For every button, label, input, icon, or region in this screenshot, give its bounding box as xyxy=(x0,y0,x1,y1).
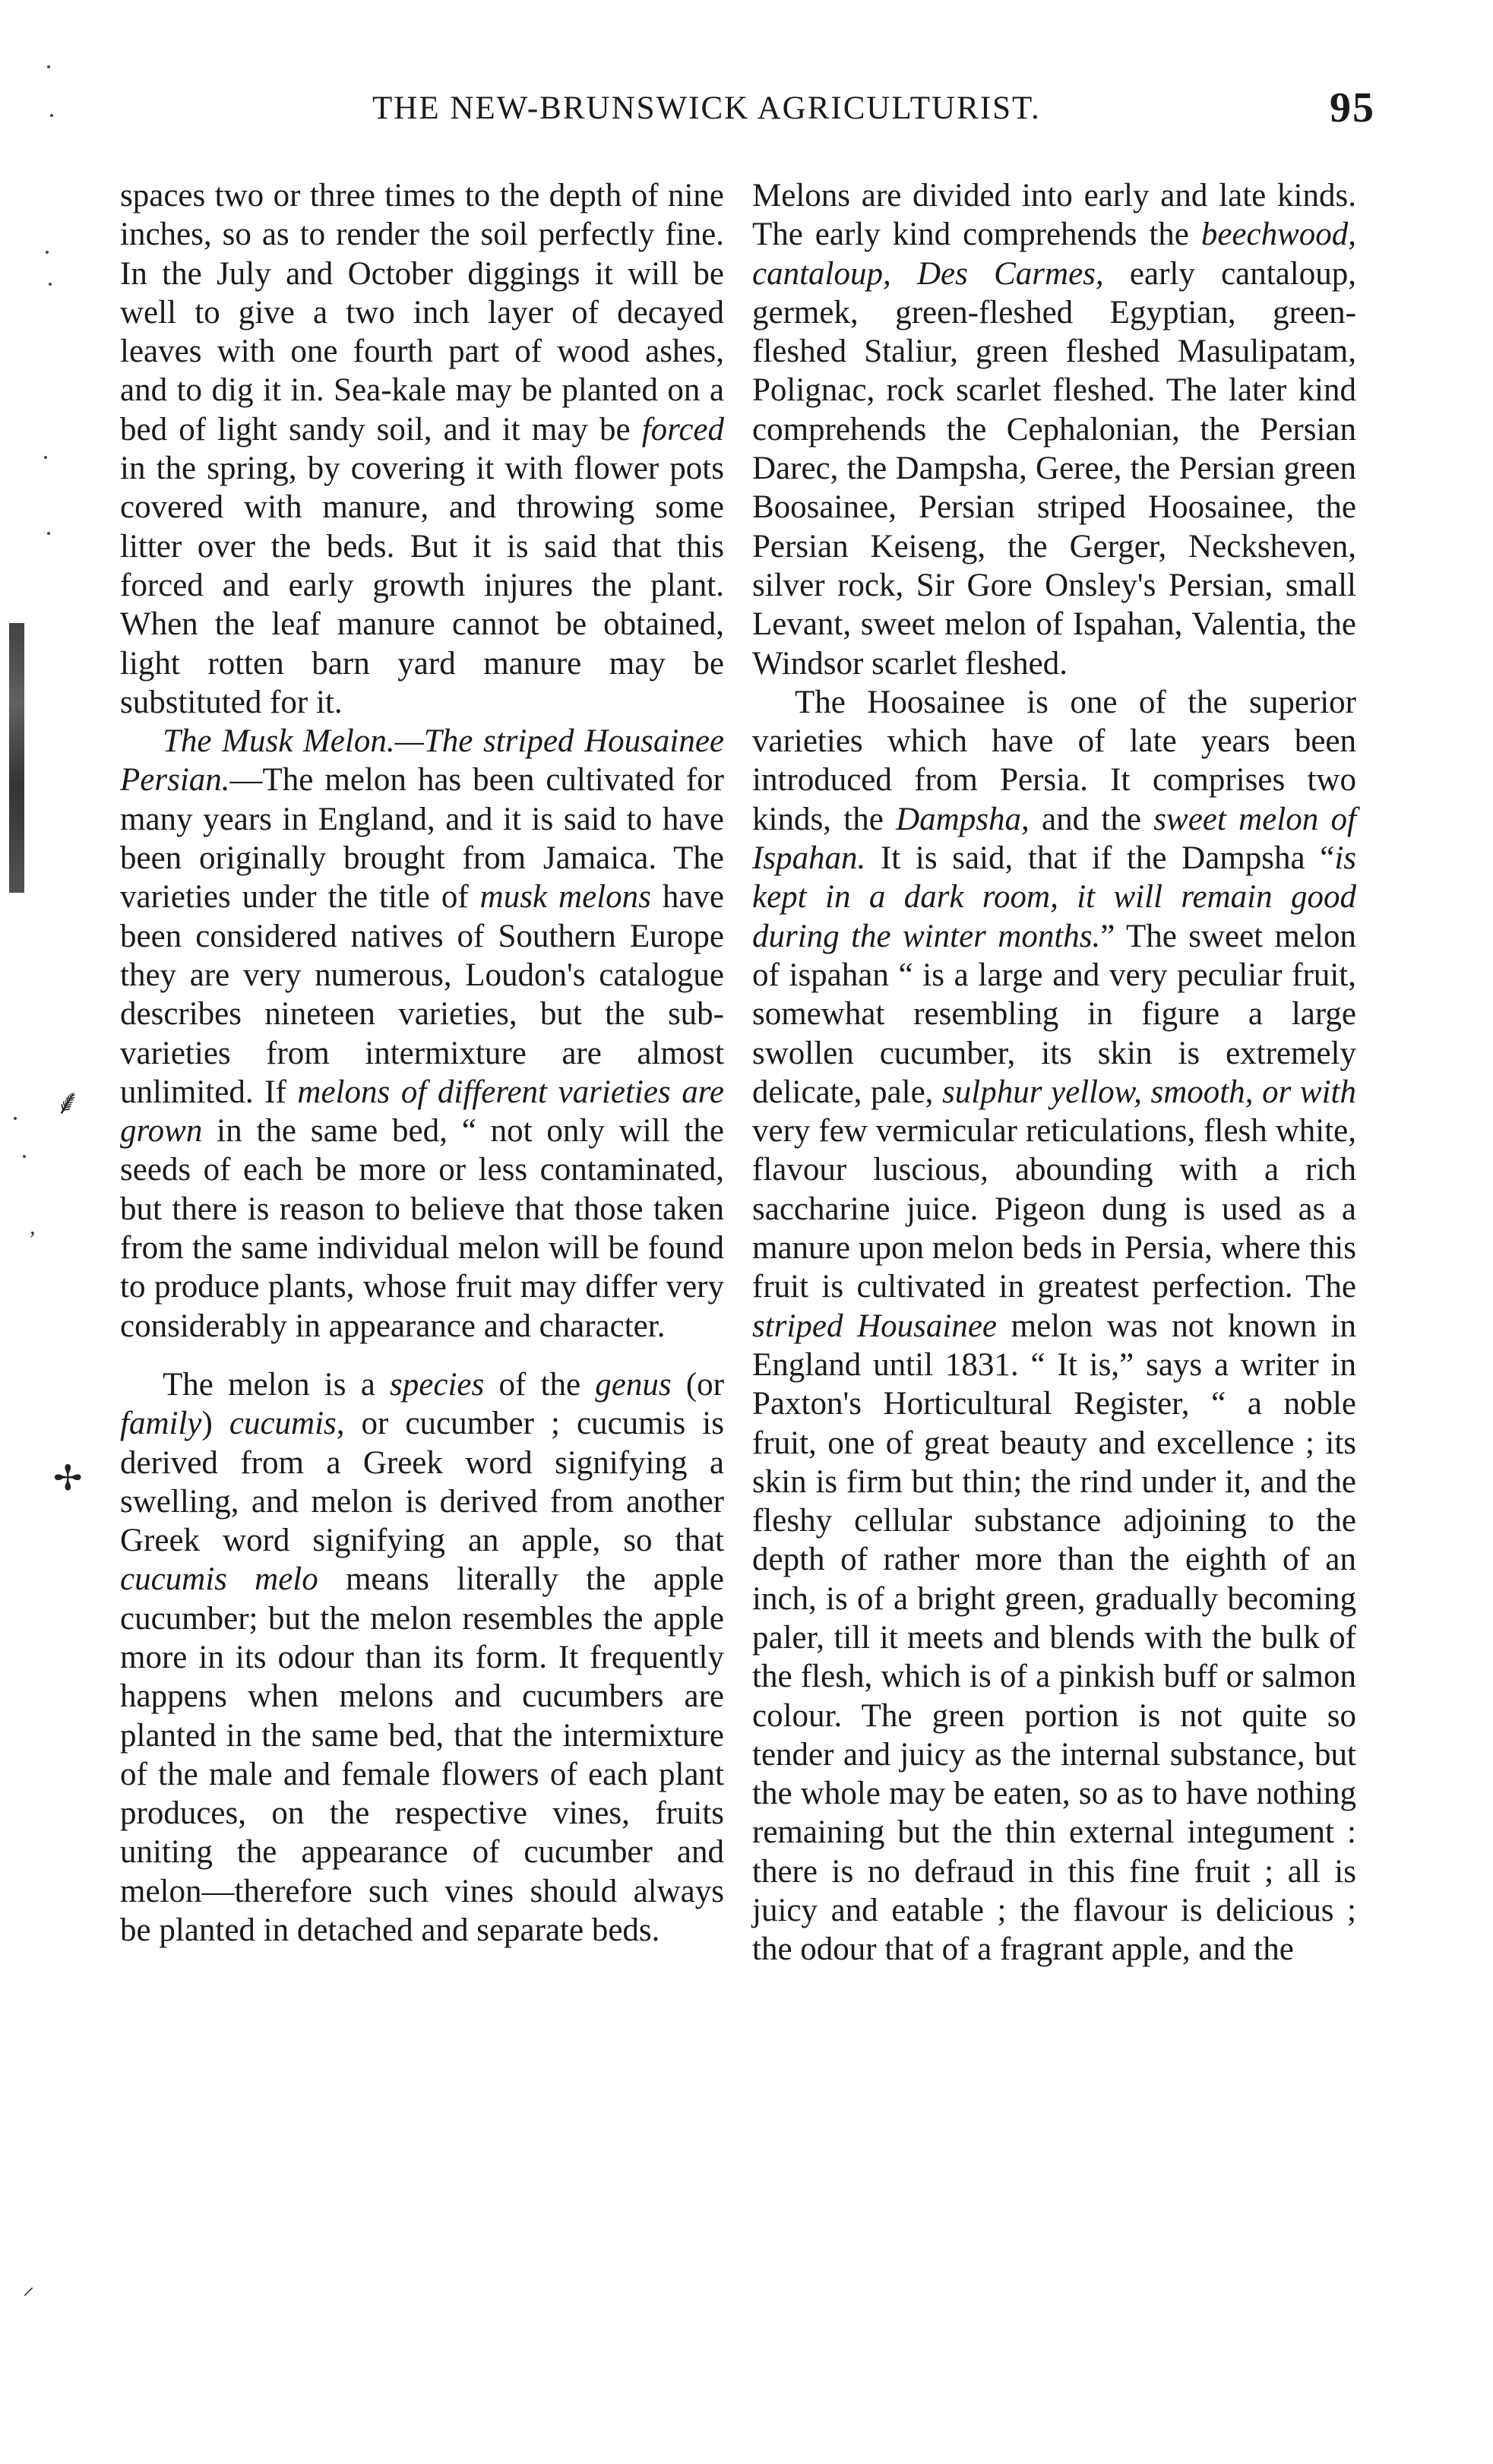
paragraph xyxy=(752,176,1356,683)
margin-mark-icon: ‚ xyxy=(29,1216,36,1239)
italic-text: Dampsha, xyxy=(896,801,1030,837)
italic-text: family xyxy=(120,1406,202,1442)
text-run: spaces two or three times to the depth of nine inches, so as to render the soil perfectly fine. In the July and October diggings it will be well to give a two inch layer of decayed leaves with one fourth part of wood ashes, and to dig it in. Sea-kale may be planted on a bed of light sandy soil, and it may be xyxy=(120,178,724,448)
margin-mark-icon: ⸙ xyxy=(55,1083,81,1121)
italic-text: sulphur yellow, smooth, or with xyxy=(942,1074,1356,1110)
margin-speck-icon xyxy=(23,1155,26,1158)
margin-mark-icon: ⸍ xyxy=(23,2284,34,2309)
italic-text: musk melons xyxy=(479,879,651,916)
section-heading: The Musk Melon.—The striped Housainee Persian. xyxy=(120,723,724,799)
text-run: The melon is a xyxy=(163,1366,391,1403)
text-run: Melons are divided into early and late kinds. The early kind comprehends the xyxy=(752,178,1356,253)
paragraph xyxy=(120,722,724,1346)
italic-text: cucumis xyxy=(229,1406,337,1442)
margin-speck-icon xyxy=(50,114,53,117)
text-run: The Hoosainee is one of the superior varieties which have of late years been introduced from Persia. It comprises two kinds, the xyxy=(752,684,1356,837)
margin-speck-icon xyxy=(46,251,49,254)
text-run: melon was not known in England until 1831. “ It is,” says a writer in Paxton's Horticultural Register, “ a noble fruit, one of great beauty and excellence ; its skin is firm but thin; the rind under it, and the fleshy cellular substance adjoining to the depth of rather more than the eighth of an inch, is of a bright green, gradually becoming paler, till it meets and blends with the bulk of the flesh, which is of a pinkish buff or salmon colour. The green portion is not quite so tender and juicy as the internal substance, but the whole may be eaten, so as to have nothing remaining but the thin external integument : there is no defraud in this fine fruit ; all is juicy and eatable ; the flavour is delicious ; the odour that of a fragrant apple, and the xyxy=(752,1308,1356,1968)
italic-text: striped Housainee xyxy=(752,1308,997,1344)
margin-speck-icon xyxy=(44,456,47,459)
text-run: of the xyxy=(484,1366,596,1403)
italic-text: forced xyxy=(641,411,724,448)
margin-speck-icon xyxy=(14,1117,17,1120)
text-run: (or xyxy=(671,1366,724,1403)
text-run: , or cucumber ; cucumis is derived from a Greek word signifying a swelling, and melon is derived from another Greek word signifying an apple, so that xyxy=(120,1406,724,1559)
text-run: It is said, that if the Dampsha “ xyxy=(865,840,1335,877)
italic-text: is kept in a dark room, it will remain good during the winter months. xyxy=(752,840,1356,954)
text-run: and the xyxy=(1029,801,1154,837)
text-run: ” The sweet melon of ispahan “ is a large and very peculiar fruit, somewhat resembling in figure a large swollen cucumber, its skin is extremely delicate, pale, xyxy=(752,918,1357,1110)
italic-text: cucumis melo xyxy=(120,1561,318,1598)
paragraph xyxy=(120,1365,724,1950)
text-run: —The melon has been cultivated for many years in England, and it is said to have been originally brought from Jamaica. The varieties under the title of xyxy=(120,762,724,916)
paragraph xyxy=(752,683,1356,1969)
text-run: in the spring, by covering it with flower pots covered with manure, and throwing some litter over the beds. But it is said that this forced and early growth injures the plant. When the leaf manure cannot be obtained, light rotten barn yard manure may be substituted for it. xyxy=(120,451,724,720)
italic-text: genus xyxy=(595,1366,672,1403)
margin-speck-icon xyxy=(47,65,50,68)
italic-text: beechwood, cantaloup, Des Carmes, xyxy=(752,217,1356,292)
margin-speck-icon xyxy=(49,283,52,286)
italic-text: sweet melon of Ispahan. xyxy=(752,801,1356,877)
page-number: 95 xyxy=(1330,84,1375,131)
text-run: have been considered natives of Southern Europe they are very numerous, Loudon's catalogue describes nineteen varieties, but the sub-varieties from intermixture are almost unlimited. If xyxy=(120,879,724,1110)
margin-speck-icon xyxy=(47,532,50,535)
margin-mark-icon: ✢ xyxy=(53,1459,83,1498)
right-column xyxy=(752,176,1356,1969)
running-head xyxy=(357,84,1375,135)
running-title: THE NEW-BRUNSWICK AGRICULTURIST. xyxy=(372,90,1041,126)
text-run: in the same bed, “ not only will the seeds of each be more or less contaminated, but there is reason to believe that those taken from the same individual melon will be found to produce plants, whose fruit may differ very considerably in appearance and character. xyxy=(120,1113,724,1344)
text-run: very few vermicular reticulations, flesh white, flavour luscious, abounding with a rich saccharine juice. Pigeon dung is used as a manure upon melon beds in Persia, where this fruit is cultivated in greatest perfection. The xyxy=(752,1113,1356,1305)
paragraph xyxy=(120,176,724,722)
text-run: ) xyxy=(201,1406,229,1442)
italic-text: melons of different varieties are grown xyxy=(120,1074,724,1150)
scan-margin-bar xyxy=(9,623,24,893)
left-column xyxy=(120,176,724,1950)
text-run: early cantaloup, germek, green-fleshed Egyptian, green-fleshed Staliur, green fleshed Masulipatam, Polignac, rock scarlet fleshed. The later kind comprehends the Cephalonian, the Persian Darec, the Dampsha, Geree, the Persian green Boosainee, Persian striped Hoosainee, the Persian Keiseng, the Gerger, Necksheven, silver rock, Sir Gore Onsley's Persian, small Levant, sweet melon of Ispahan, Valentia, the Windsor scarlet fleshed. xyxy=(752,255,1357,682)
text-run: means literally the apple cucumber; but the melon resembles the apple more in its odour than its form. It frequently happens when melons and cucumbers are planted in the same bed, that the intermixture of the male and female flowers of each plant produces, on the respective vines, fruits uniting the appearance of cucumber and melon—therefore such vines should always be planted in detached and separate beds. xyxy=(120,1561,724,1949)
italic-text: species xyxy=(390,1366,485,1403)
